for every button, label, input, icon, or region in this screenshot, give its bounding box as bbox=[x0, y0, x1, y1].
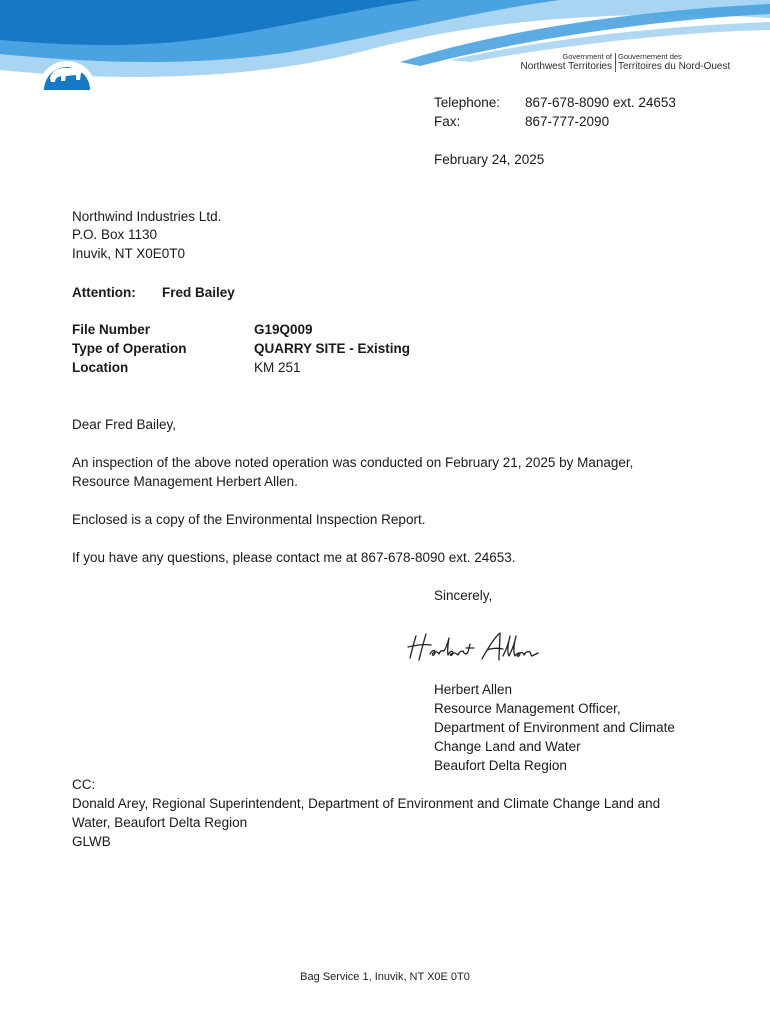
recipient-city: Inuvik, NT X0E0T0 bbox=[72, 246, 186, 261]
signatory-title-line-3: Change Land and Water bbox=[434, 739, 581, 754]
file-number-label: File Number bbox=[72, 322, 151, 337]
gov-wordmark-english bbox=[514, 52, 612, 73]
gov-fr-large-text: Territoires du Nord-Ouest bbox=[618, 61, 731, 72]
gov-en-small-text: Government of bbox=[562, 52, 612, 61]
recipient-company: Northwind Industries Ltd. bbox=[72, 209, 222, 224]
signatory-title-line-2: Department of Environment and Climate bbox=[434, 720, 675, 735]
location-label: Location bbox=[72, 360, 129, 375]
attention-value: Fred Bailey bbox=[162, 285, 235, 300]
gov-en-large-text: Northwest Territories bbox=[520, 61, 612, 72]
telephone-value: 867-678-8090 ext. 24653 bbox=[525, 95, 676, 110]
gov-wordmark-french bbox=[618, 52, 748, 73]
body-paragraph-2: Enclosed is a copy of the Environmental Inspection Report. bbox=[72, 512, 426, 527]
salutation: Dear Fred Bailey, bbox=[72, 417, 177, 432]
nwt-polar-bear-logo bbox=[36, 40, 98, 90]
header-swoosh-graphic bbox=[0, 0, 770, 95]
body-paragraph-3: If you have any questions, please contact me at 867-678-8090 ext. 24653. bbox=[72, 550, 516, 565]
body-paragraph-1-line-2: Resource Management Herbert Allen. bbox=[72, 474, 298, 489]
fax-value: 867-777-2090 bbox=[525, 114, 610, 129]
fax-label: Fax: bbox=[434, 114, 461, 129]
handwritten-signature bbox=[404, 630, 544, 664]
cc-label: CC: bbox=[72, 777, 96, 792]
operation-type-label: Type of Operation bbox=[72, 341, 187, 356]
body-paragraph-1-line-1: An inspection of the above noted operation was conducted on February 21, 2025 by Manager, bbox=[72, 455, 634, 470]
telephone-label: Telephone: bbox=[434, 95, 501, 110]
location-value: KM 251 bbox=[254, 360, 301, 375]
footer-address: Bag Service 1, Inuvik, NT X0E 0T0 bbox=[300, 971, 470, 983]
gov-fr-small-text: Gouvernement des bbox=[618, 52, 682, 61]
cc-line-2: Water, Beaufort Delta Region bbox=[72, 815, 248, 830]
attention-label: Attention: bbox=[72, 285, 136, 300]
closing-sincerely: Sincerely, bbox=[434, 588, 493, 603]
recipient-po-box: P.O. Box 1130 bbox=[72, 227, 158, 242]
gov-wordmark-divider bbox=[615, 53, 616, 72]
operation-type-value: QUARRY SITE - Existing bbox=[254, 341, 411, 356]
letter-date: February 24, 2025 bbox=[434, 152, 545, 167]
signatory-title-line-1: Resource Management Officer, bbox=[434, 701, 621, 716]
signatory-title-line-4: Beaufort Delta Region bbox=[434, 758, 567, 773]
signatory-name: Herbert Allen bbox=[434, 682, 513, 697]
cc-line-3: GLWB bbox=[72, 834, 111, 849]
file-number-value: G19Q009 bbox=[254, 322, 313, 337]
cc-line-1: Donald Arey, Regional Superintendent, Department of Environment and Climate Change Land and bbox=[72, 796, 661, 811]
